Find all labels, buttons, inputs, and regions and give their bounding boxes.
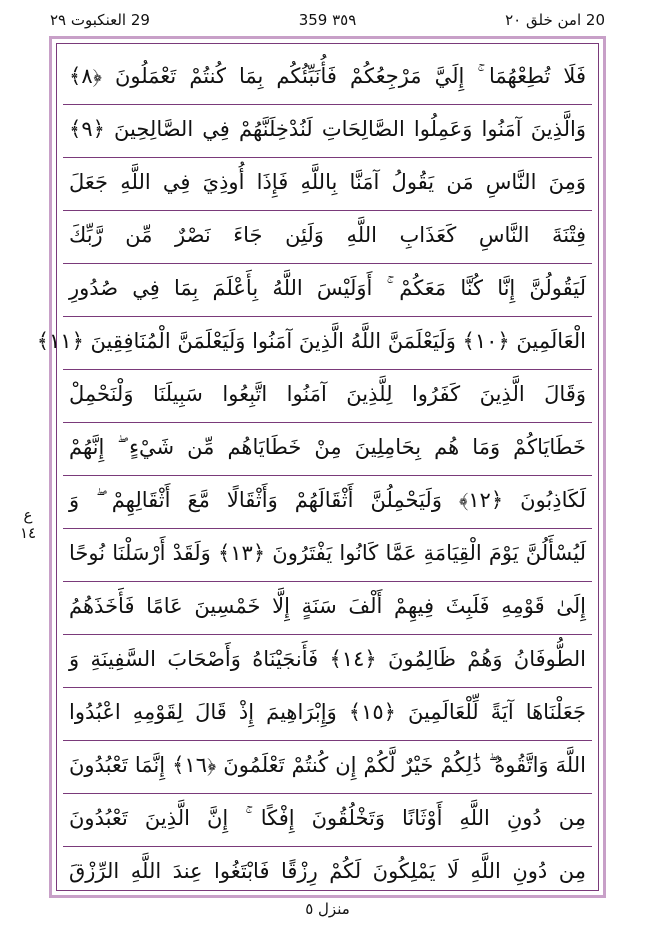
ruku-marker: ع ١٤ — [19, 506, 37, 542]
text-frame-inner — [36, 43, 599, 891]
verse-line-11: إِلَىٰ قَوْمِهِ فَلَبِثَ فِيهِمْ أَلْفَ سَنَةٍ إِلَّا خَمْسِينَ عَامًا فَأَخَذَهُمُ — [63, 580, 592, 635]
verse-lines — [36, 50, 592, 884]
verse-line-5: لَيَقُولُنَّ إِنَّا كُنَّا مَعَكُمْ ۚ أَوَلَيْسَ اللَّهُ بِأَعْلَمَ بِمَا فِي صُدُورِ — [63, 262, 592, 317]
verse-line-7: وَقَالَ الَّذِينَ كَفَرُوا لِلَّذِينَ آمَنُوا اتَّبِعُوا سَبِيلَنَا وَلْنَحْمِلْ — [63, 368, 592, 423]
verse-line-10: لَيُسْأَلُنَّ يَوْمَ الْقِيَامَةِ عَمَّا كَانُوا يَفْتَرُونَ ﴿١٣﴾ وَلَقَدْ أَرْسَلْنَا نُوحًا — [63, 527, 592, 582]
verse-line-16: مِن دُونِ اللَّهِ لَا يَمْلِكُونَ لَكُمْ رِزْقًا فَابْتَغُوا عِندَ اللَّهِ الرِّزْقَ — [69, 859, 586, 883]
verse-line-4: فِتْنَةَ النَّاسِ كَعَذَابِ اللَّهِ وَلَئِن جَاءَ نَصْرٌ مِّن رَّبِّكَ — [63, 209, 592, 264]
verse-line-14: اللَّهَ وَاتَّقُوهُ ۖ ذَٰلِكُمْ خَيْرٌ لَّكُمْ إِن كُنتُمْ تَعْلَمُونَ ﴿١٦﴾ إِنَّمَا تَعْبُدُونَ — [63, 739, 592, 794]
text-frame — [36, 36, 606, 898]
surah-label: 29 العنكبوت ٢٩ — [50, 11, 150, 29]
juz-label: 20 امن خلق ٢٠ — [505, 11, 605, 29]
page-header — [50, 8, 605, 32]
verse-line-9: لَكَاذِبُونَ ﴿١٢﴾ وَلَيَحْمِلُنَّ أَثْقَالَهُمْ وَأَثْقَالًا مَّعَ أَثْقَالِهِمْ ۖ وَ — [63, 474, 592, 529]
verse-line-8: خَطَايَاكُمْ وَمَا هُم بِحَامِلِينَ مِنْ خَطَايَاهُم مِّن شَيْءٍ ۖ إِنَّهُمْ — [63, 421, 592, 476]
verse-line-2: وَالَّذِينَ آمَنُوا وَعَمِلُوا الصَّالِحَاتِ لَنُدْخِلَنَّهُمْ فِي الصَّالِحِينَ ﴿٩﴾ — [63, 103, 592, 158]
verse-line-3: وَمِنَ النَّاسِ مَن يَقُولُ آمَنَّا بِاللَّهِ فَإِذَا أُوذِيَ فِي اللَّهِ جَعَلَ — [63, 156, 592, 211]
page-number: ٣٥٩ 359 — [298, 11, 357, 29]
manzil-footer: منزل ٥ — [305, 900, 350, 918]
verse-line-13: جَعَلْنَاهَا آيَةً لِّلْعَالَمِينَ ﴿١٥﴾ وَإِبْرَاهِيمَ إِذْ قَالَ لِقَوْمِهِ اعْبُدُوا — [63, 686, 592, 741]
verse-line-15: مِن دُونِ اللَّهِ أَوْثَانًا وَتَخْلُقُونَ إِفْكًا ۚ إِنَّ الَّذِينَ تَعْبُدُونَ — [63, 792, 592, 847]
verse-line-6: الْعَالَمِينَ ﴿١٠﴾ وَلَيَعْلَمَنَّ اللَّهُ الَّذِينَ آمَنُوا وَلَيَعْلَمَنَّ الْمُنَافِقِينَ ﴿١١﴾ — [63, 315, 592, 370]
verse-line-12: الطُّوفَانُ وَهُمْ ظَالِمُونَ ﴿١٤﴾ فَأَنجَيْنَاهُ وَأَصْحَابَ السَّفِينَةِ وَ — [63, 633, 592, 688]
verse-line-1: فَلَا تُطِعْهُمَا ۚ إِلَيَّ مَرْجِعُكُمْ فَأُنَبِّئُكُم بِمَا كُنتُمْ تَعْمَلُونَ ﴿٨﴾ — [63, 50, 592, 105]
